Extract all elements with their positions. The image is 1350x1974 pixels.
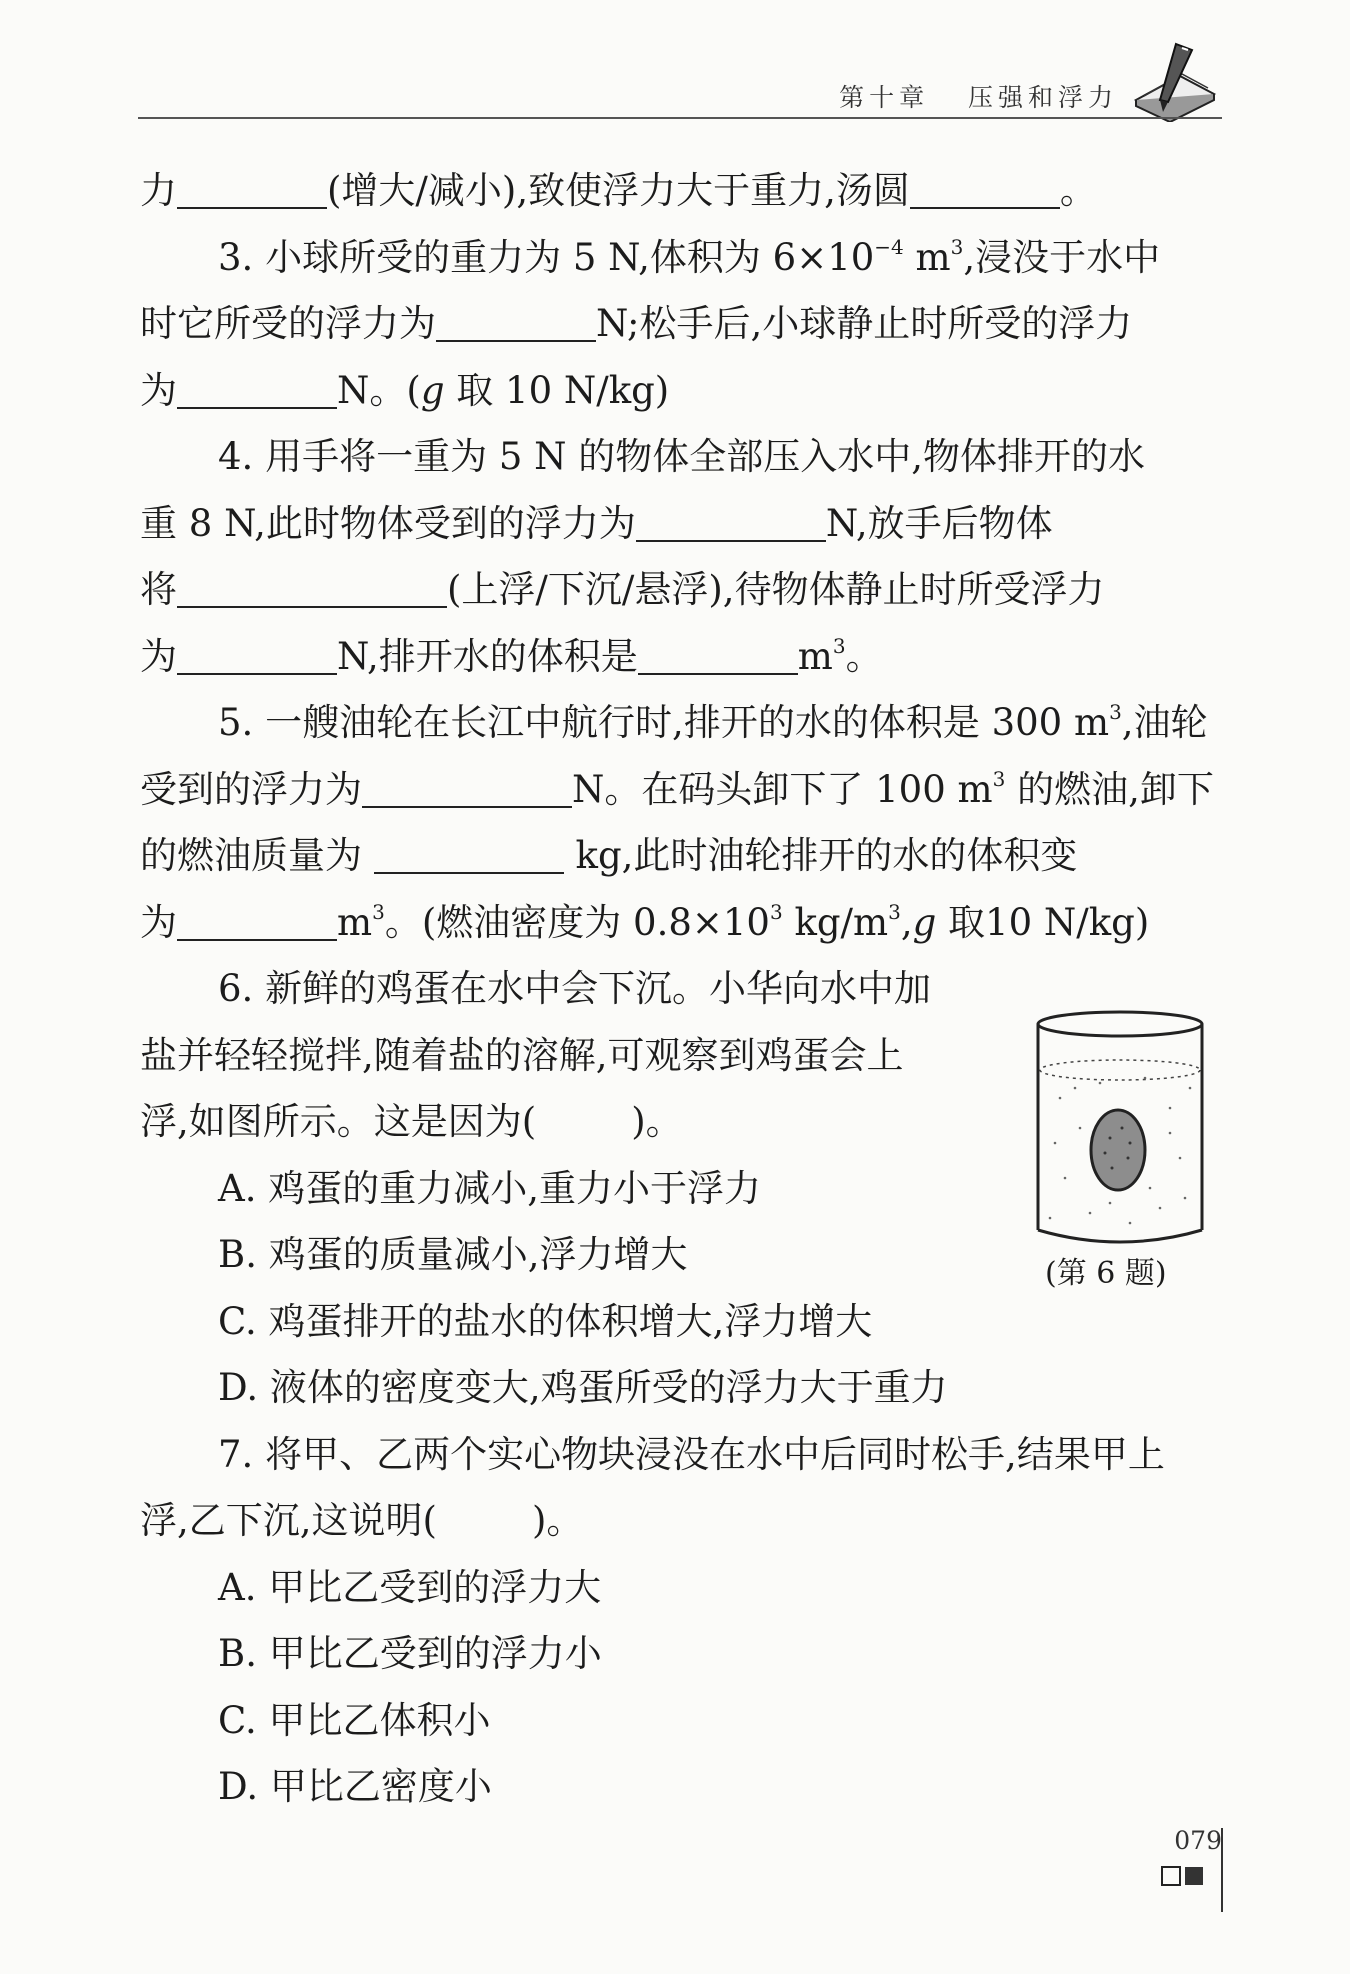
question-7-option-c bbox=[140, 1688, 1225, 1755]
text-run: N。在码头卸下了 100 m bbox=[572, 767, 993, 811]
text-run: 。(燃油密度为 0.8×10 bbox=[384, 900, 770, 944]
egg-shape bbox=[1091, 1110, 1145, 1190]
text-run: 时它所受的浮力为 bbox=[140, 302, 436, 345]
page-marker-icon bbox=[1161, 1866, 1205, 1888]
question-7-option-b bbox=[140, 1621, 1225, 1688]
answer-blank bbox=[636, 500, 826, 542]
text-run: , bbox=[900, 900, 913, 944]
figure-caption: (第 6 题) bbox=[1045, 1256, 1167, 1291]
text-run: )。 bbox=[631, 1100, 683, 1143]
header-rule bbox=[138, 117, 1222, 119]
option-text: A. 甲比乙受到的浮力大 bbox=[218, 1565, 602, 1609]
option-text: C. 鸡蛋排开的盐水的体积增大,浮力增大 bbox=[218, 1299, 873, 1343]
option-text: D. 甲比乙密度小 bbox=[218, 1765, 492, 1808]
italic-symbol: g bbox=[420, 368, 445, 412]
question-3-line-1 bbox=[140, 225, 1225, 292]
superscript: 3 bbox=[888, 899, 901, 924]
question-7-option-d bbox=[140, 1754, 1225, 1821]
text-run: ,油轮 bbox=[1121, 701, 1208, 744]
text-run: 取10 N/kg) bbox=[936, 900, 1150, 944]
option-text: D. 液体的密度变大,鸡蛋所受的浮力大于重力 bbox=[218, 1366, 948, 1409]
text-run: 受到的浮力为 bbox=[140, 767, 362, 811]
text-run: 浮,乙下沉,这说明( bbox=[140, 1499, 437, 1542]
text-run: 为 bbox=[140, 368, 177, 412]
text-run: kg,此时油轮排开的水的体积变 bbox=[575, 834, 1078, 877]
question-4-line-4 bbox=[140, 624, 1225, 691]
option-text: C. 甲比乙体积小 bbox=[218, 1698, 491, 1742]
text-run: 的燃油质量为 bbox=[140, 834, 362, 877]
question-5-line-1 bbox=[140, 690, 1225, 757]
question-7-option-a bbox=[140, 1555, 1225, 1622]
text-run: N;松手后,小球静止时所受的浮力 bbox=[596, 302, 1133, 345]
running-header bbox=[839, 78, 1118, 114]
egg-in-beaker-figure bbox=[1030, 988, 1210, 1288]
text-run: 浮,如图所示。这是因为( bbox=[140, 1100, 537, 1143]
text-run: N,排开水的体积是 bbox=[337, 634, 638, 678]
text-run: (上浮/下沉/悬浮),待物体静止时所受浮力 bbox=[447, 568, 1105, 611]
question-3-line-3 bbox=[140, 358, 1225, 425]
option-text: B. 鸡蛋的质量减小,浮力增大 bbox=[218, 1233, 688, 1276]
answer-blank bbox=[177, 899, 337, 941]
text-run: )。 bbox=[531, 1499, 584, 1542]
text-run: 3. 小球所受的重力为 5 N,体积为 6×10 bbox=[218, 235, 875, 279]
answer-blank bbox=[436, 300, 596, 342]
option-text: A. 鸡蛋的重力减小,重力小于浮力 bbox=[218, 1166, 762, 1210]
answer-blank bbox=[177, 633, 337, 675]
text-run: (增大/减小),致使浮力大于重力,汤圆 bbox=[327, 169, 910, 212]
text-run: m bbox=[337, 900, 373, 944]
question-6-option-c bbox=[140, 1289, 1225, 1356]
book-pen-icon bbox=[1130, 40, 1220, 122]
chapter-number: 第十章 bbox=[839, 83, 930, 112]
text-run: 5. 一艘油轮在长江中航行时,排开的水的体积是 300 m bbox=[218, 701, 1110, 744]
text-run: 6. 新鲜的鸡蛋在水中会下沉。小华向水中加 bbox=[218, 967, 932, 1010]
superscript: 3 bbox=[950, 234, 964, 259]
answer-blank bbox=[177, 566, 447, 608]
text-run: 盐并轻轻搅拌,随着盐的溶解,可观察到鸡蛋会上 bbox=[140, 1033, 904, 1077]
answer-blank bbox=[910, 167, 1060, 209]
question-4-line-2 bbox=[140, 491, 1225, 558]
answer-blank bbox=[638, 633, 798, 675]
text-run: m bbox=[797, 634, 833, 678]
text-run: 。 bbox=[1059, 169, 1097, 212]
page-number: 079 bbox=[1174, 1826, 1222, 1855]
text-run: 为 bbox=[140, 900, 177, 944]
line-q2-continued bbox=[140, 158, 1225, 225]
superscript: 3 bbox=[769, 899, 783, 924]
text-run: 力 bbox=[140, 169, 177, 212]
superscript: 3 bbox=[992, 766, 1006, 791]
question-7-line-2 bbox=[140, 1488, 1225, 1555]
text-run: 7. 将甲、乙两个实心物块浸没在水中后同时松手,结果甲上 bbox=[218, 1432, 1165, 1476]
text-run: 4. 用手将一重为 5 N 的物体全部压入水中,物体排开的水 bbox=[218, 435, 1146, 478]
text-run: kg/m bbox=[782, 900, 889, 944]
superscript: −4 bbox=[874, 234, 904, 259]
text-run: 为 bbox=[140, 634, 177, 678]
page-number-rule bbox=[1221, 1828, 1223, 1912]
superscript: 3 bbox=[1109, 700, 1122, 724]
text-run: 将 bbox=[140, 568, 177, 611]
answer-blank bbox=[177, 167, 327, 209]
text-run: ,浸没于水中 bbox=[963, 235, 1161, 279]
text-run: 的燃油,卸下 bbox=[1005, 767, 1214, 811]
question-5-line-4 bbox=[140, 890, 1225, 957]
superscript: 3 bbox=[832, 633, 846, 658]
text-run: 重 8 N,此时物体受到的浮力为 bbox=[140, 501, 636, 545]
chapter-title: 压强和浮力 bbox=[967, 83, 1118, 112]
option-text: B. 甲比乙受到的浮力小 bbox=[218, 1632, 602, 1675]
answer-blank bbox=[374, 832, 564, 874]
question-3-line-2 bbox=[140, 291, 1225, 358]
question-6-option-d bbox=[140, 1355, 1225, 1422]
answer-blank bbox=[362, 766, 572, 808]
text-run: N,放手后物体 bbox=[825, 501, 1053, 545]
question-4-line-1 bbox=[140, 424, 1225, 491]
question-5-line-3 bbox=[140, 823, 1225, 890]
text-run: 取 10 N/kg) bbox=[444, 368, 670, 412]
italic-symbol: g bbox=[912, 900, 937, 944]
text-run: 。 bbox=[845, 634, 883, 678]
question-7-line-1 bbox=[140, 1422, 1225, 1489]
question-5-line-2 bbox=[140, 757, 1225, 824]
superscript: 3 bbox=[372, 899, 385, 924]
question-4-line-3 bbox=[140, 557, 1225, 624]
text-run: m bbox=[903, 235, 951, 279]
text-run: N。( bbox=[337, 368, 421, 412]
answer-blank bbox=[177, 367, 337, 409]
